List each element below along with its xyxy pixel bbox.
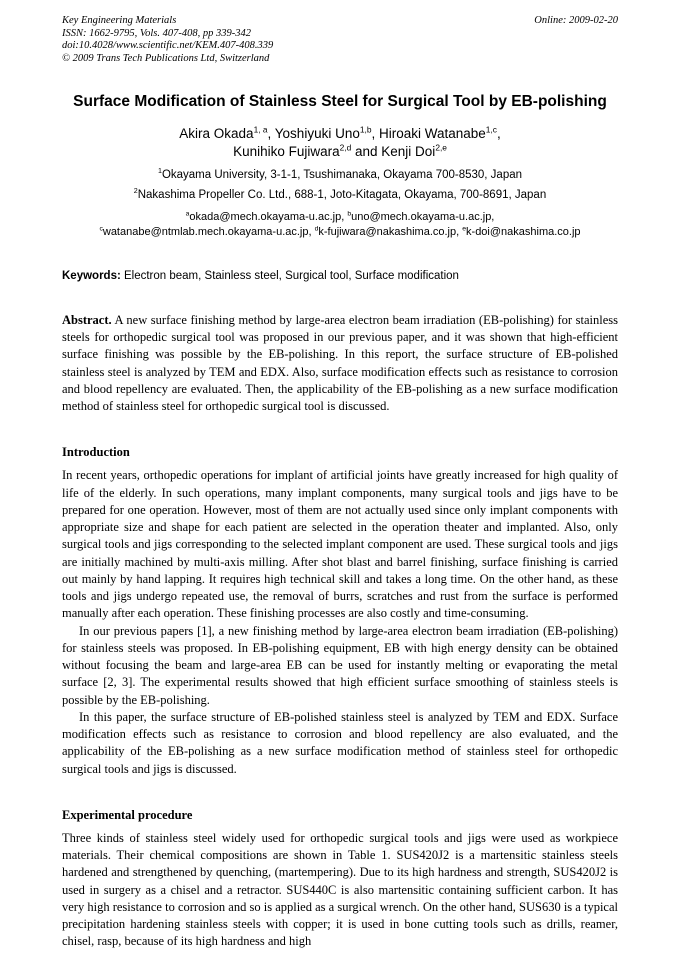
emails-line-2 [62,225,618,240]
section-heading-experimental-procedure: Experimental procedure [62,807,193,822]
author-name: , Yoshiyuki Uno [267,125,360,141]
keywords-text: Electron beam, Stainless steel, Surgical tool, Surface modification [120,269,459,282]
author-name: and Kenji Doi [351,143,436,159]
email-address: k-doi@nakashima.co.jp [466,226,581,239]
email-address: okada@mech.okayama-u.ac.jp, [189,211,348,224]
email-address: k-fujiwara@nakashima.co.jp, [318,226,463,239]
author-superscript: 2,d [339,142,352,153]
introduction-paragraph-2: In our previous papers [1], a new finishing method by large-area electron beam irradiation (EB-polishing) for stainless steels was proposed. In EB-polishing equipment, EB with high energy density can be obtained without focusing the beam and large-area EB can be used for instantly melting or evaporating the metal surface [2, 3]. The experimental results showed that high efficient surface smoothing of stainless steels is possible by the EB-polishing. [62,623,618,707]
email-superscript: b [347,210,352,218]
abstract-paragraph [62,312,618,416]
author-superscript: 1, a [253,124,268,135]
affiliation-1 [62,169,618,181]
author-superscript: 1,b [359,124,372,135]
keywords-line [62,270,618,282]
affiliation-text: Okayama University, 3-1-1, Tsushimanaka, Okayama 700-8530, Japan [161,169,523,182]
email-superscript: a [185,210,190,218]
email-superscript: c [99,225,103,233]
author-name: Akira Okada [179,125,254,141]
emails-line-1 [62,210,618,225]
affiliation-2 [62,189,618,201]
copyright-line: © 2009 Trans Tech Publications Ltd, Switzerland [62,52,270,64]
affiliation-text: Nakashima Propeller Co. Ltd., 688-1, Joto-Kitagata, Okayama, 700-8691, Japan [137,189,547,202]
author-name: Kunihiko Fujiwara [233,143,340,159]
doi-line: doi:10.4028/www.scientific.net/KEM.407-408.339 [62,40,274,52]
email-superscript: d [314,225,319,233]
authors-block [62,125,618,161]
abstract-text: A new surface finishing method by large-area electron beam irradiation (EB-polishing) for stainless steels for orthopedic surgical tool was proposed in our previous paper, and it was shown that high-efficient surface finishing was possible by the EB-polishing. In this report, the surface structure of EB-polished stainless steel is analyzed by TEM and EDX. Also, surface modification effects such as resistance to corrosion and blood repellency are evaluated. Then, the applicability of the EB-polishing as a new surface modification method of stainless steel for orthopedic surgical tool is discussed. [62,312,618,414]
journal-header [62,15,618,65]
author-name-separator: , [496,125,501,141]
email-address: uno@mech.okayama-u.ac.jp, [351,211,495,224]
journal-header-left [62,15,273,65]
introduction-paragraph-3: In this paper, the surface structure of EB-polished stainless steel is analyzed by TEM and EDX. Surface modification effects such as resistance to corrosion and blood repellency are also evaluated, and the applicability of the EB-polishing as a new surface modification method of stainless steel for orthopedic surgical tools and jigs is discussed. [62,709,618,776]
authors-line-1 [62,125,618,143]
emails-block [62,210,618,240]
introduction-paragraph-1: In recent years, orthopedic operations for implant of artificial joints have greatly increased for high quality of life of the elderly. In such operations, many implant components, many surgical tools and jigs have to be prepared for one operation. However, most of them are not actually used since only implant components with appropriate size and shape for each patient are selected in the operation theater and implanted. Also, only surgical tools and jigs corresponding to the selected implant component are used. These surgical tools and jigs are initially machined by multi-axis milling. After shot blast and barrel finishing, surface finishing is carried out mainly by hand lapping. It requires high technical skill and takes a long time. On the other hand, as these tools and jigs undergo repeated use, the removal of burrs, scratches and rust from the surface is performed manually after each operation. These finishing processes are also costly and time-consuming. [62,468,618,621]
author-superscript: 2,e [435,142,447,153]
affiliation-superscript: 2 [133,187,138,196]
authors-line-2 [62,143,618,161]
email-superscript: e [462,225,467,233]
experimental-procedure-paragraph-1: Three kinds of stainless steel widely used for orthopedic surgical tools and jigs were used as workpiece materials. Their chemical compositions are shown in Table 1. SUS420J2 is a martensitic stainless steels hardened and strengthened by quenching, (martempering). Due to its high hardness and strength, SUS420J2 is used in surgery as a chisel and a retractor. SUS440C is also martensitic containing sufficient carbon. It has very high resistance to corrosion and so is applied as a surgical wrench. On the other hand, SUS630 is a typical precipitation hardening stainless steels with copper; it is used in bone cutting tools such as drills, reamer, chisel, rasp, because of its high hardness and high [62,830,618,949]
paper-title: Surface Modification of Stainless Steel for Surgical Tool by EB-polishing [73,93,607,111]
affiliation-superscript: 1 [157,167,162,176]
email-address: watanabe@ntmlab.mech.okayama-u.ac.jp, [102,226,315,239]
section-heading-introduction: Introduction [62,445,130,460]
author-superscript: 1,c [485,124,497,135]
online-date: Online: 2009-02-20 [534,15,618,26]
journal-name: Key Engineering Materials [62,15,177,26]
author-name: , Hiroaki Watanabe [371,125,486,141]
issn-line: ISSN: 1662-9795, Vols. 407-408, pp 339-342 [62,27,251,39]
abstract-label: Abstract. [62,312,112,327]
keywords-label: Keywords: [62,269,121,282]
